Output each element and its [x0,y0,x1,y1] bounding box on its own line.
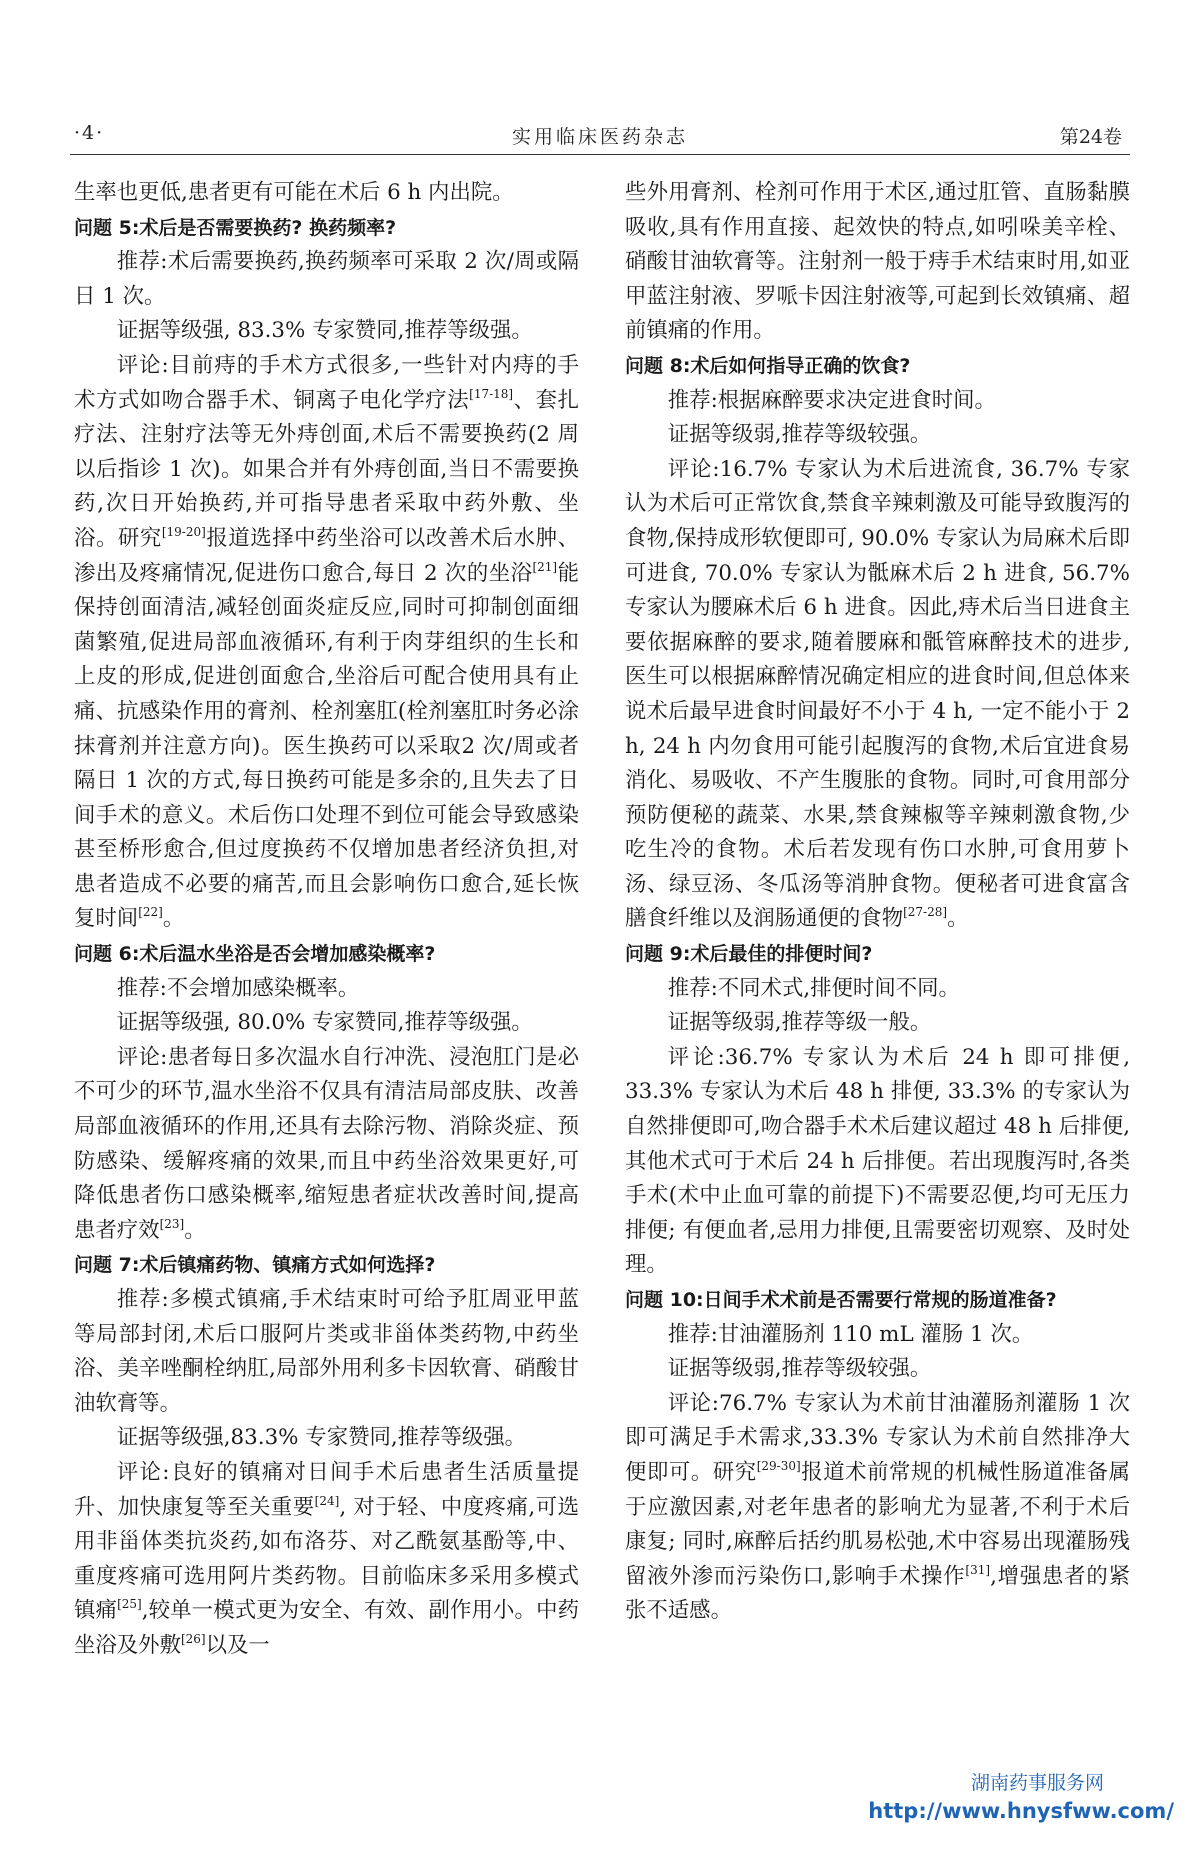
text-run: 报道选择中药坐浴可以改善术后水肿、渗出及疼痛情况,促进伤口愈合,每日 2 次的坐浴 [74,525,579,586]
question-heading: 问题 5:术后是否需要换药? 换药频率? [74,216,397,239]
body-paragraph [74,349,579,937]
citation-ref: [26] [180,1631,206,1646]
body-paragraph: 推荐:不会增加感染概率。 [116,975,360,1001]
text-run: 评论:16.7% 专家认为术后进流食, 36.7% 专家认为术后可正常饮食,禁食辛辣刺激及可能导致腹泻的食物,保持成形软便即可, 90.0% 专家认为局麻术后即可进食, 70.0% 专家认为骶麻术后 2 h 进食, 56.7% 专家认为腰麻术后 6 h 进食。因此,痔术后当日进食主要依据麻醉的要求,随着腰麻和骶管麻醉技术的进步,医生可以根据麻醉情况确定相应的进食时间,但总体来说术后最早进食时间最好不小于 4 h, 一定不能小于 2 h, 24 h 内勿食用可能引起腹泻的食物,术后宜进食易消化、易吸收、不产生腹胀的食物。同时,可食用部分预防便秘的蔬菜、水果,禁食辣椒等辛辣刺激食物,少吃生冷的食物。术后若发现有伤口水肿,可食用萝卜汤、绿豆汤、冬瓜汤等消肿食物。便秘者可进食富含膳食纤维以及润肠通便的食物 [625,456,1130,932]
text-run: 评论:目前痔的手术方式很多,一些针对内痔的手术方式如吻合器手术、铜离子电化学疗法 [74,352,579,413]
body-paragraph [625,453,1130,937]
citation-ref: [27-28] [903,905,948,920]
citation-ref: [24] [314,1493,340,1508]
question-heading: 问题 8:术后如何指导正确的饮食? [625,354,911,377]
citation-ref: [22] [138,905,163,920]
body-paragraph [625,1387,1130,1629]
site-watermark [820,1770,1180,1826]
body-paragraph: 生率也更低,患者更有可能在术后 6 h 内出院。 [74,180,514,205]
citation-ref: [29-30] [756,1458,801,1473]
body-paragraph: 证据等级弱,推荐等级较强。 [667,1356,932,1382]
body-paragraph: 推荐:根据麻醉要求决定进食时间。 [667,387,996,413]
body-paragraph: 推荐:术后需要换药,换药频率可采取 2 次/周或隔日 1 次。 [74,249,579,309]
text-run: , 对于轻、中度疼痛,可选用非甾体类抗炎药,如布洛芬、对乙酰氨基酚等,中、重度疼痛可选用阿片类药物。目前临床多采用多模式镇痛 [74,1494,579,1624]
citation-ref: [25] [117,1597,142,1612]
body-paragraph [74,1456,579,1664]
citation-ref: [23] [159,1216,185,1231]
text-run: 评论:76.7% 专家认为术前甘油灌肠剂灌肠 1 次即可满足手术需求,33.3% 专家认为术前自然排净大便即可。研究 [625,1390,1130,1485]
body-paragraph: 证据等级强, 80.0% 专家赞同,推荐等级强。 [116,1010,533,1036]
header-rule [70,154,1130,155]
citation-ref: [31] [965,1562,991,1577]
body-paragraph: 推荐:多模式镇痛,手术结束时可给予肛周亚甲蓝等局部封闭,术后口服阿片类或非甾体类药物,中药坐浴、美辛唑酮栓纳肛,局部外用利多卡因软膏、硝酸甘油软膏等。 [74,1287,579,1416]
page-header [70,118,1130,150]
text-run: 以及一 [205,1632,270,1658]
volume-label: 第24卷 [1059,126,1122,148]
text-run: 评论:患者每日多次温水自行冲洗、浸泡肛门是必不可少的环节,温水坐浴不仅具有清洁局部皮肤、改善局部血液循环的作用,还具有去除污物、消除炎症、预防感染、缓解疼痛的效果,而且中药坐浴效果更好,可降低患者伤口感染概率,缩短患者症状改善时间,提高患者疗效 [74,1044,579,1243]
left-column [74,176,579,1766]
body-paragraph: 推荐:不同术式,排便时间不同。 [667,975,960,1001]
citation-ref: [17-18] [469,386,514,401]
text-run: 、套扎疗法、注射疗法等无外痔创面,术后不需要换药(2 周以后指诊 1 次)。如果合并有外痔创面,当日不需要换药,次日开始换药,并可指导患者采取中药外敷、坐浴。研究 [74,387,579,551]
text-run: 评论:良好的镇痛对日间手术后患者生活质量提升、加快康复等至关重要 [74,1459,579,1520]
question-heading: 问题 6:术后温水坐浴是否会增加感染概率? [74,943,436,966]
body-paragraph: 证据等级弱,推荐等级较强。 [667,422,932,448]
body-paragraph: 证据等级弱,推荐等级一般。 [667,1010,932,1036]
text-run: 报道术前常规的机械性肠道准备属于应激因素,对老年患者的影响尤为显著,不利于术后康复; 同时,麻醉后括约肌易松弛,术中容易出现灌肠残留液外渗而污染伤口,影响手术操作 [625,1459,1130,1589]
body-paragraph: 推荐:甘油灌肠剂 110 mL 灌肠 1 次。 [667,1321,1034,1347]
body-paragraph [74,1041,579,1249]
body-paragraph: 证据等级强, 83.3% 专家赞同,推荐等级强。 [116,318,533,344]
question-heading: 问题 7:术后镇痛药物、镇痛方式如何选择? [74,1254,436,1277]
page-number: ·4· [74,122,105,144]
question-heading: 问题 10:日间手术术前是否需要行常规的肠道准备? [625,1289,1057,1311]
citation-ref: [21] [532,559,558,574]
text-run: 。 [184,1217,206,1243]
text-run: 。 [162,906,185,932]
body-paragraph: 证据等级强,83.3% 专家赞同,推荐等级强。 [116,1425,527,1451]
citation-ref: [19-20] [161,524,206,539]
watermark-site-name: 湖南药事服务网 [970,1772,1104,1794]
text-run: ,增强患者的紧张不适感。 [625,1563,1130,1624]
body-paragraph: 些外用膏剂、栓剂可作用于术区,通过肛管、直肠黏膜吸收,具有作用直接、起效快的特点,如吲哚美辛栓、硝酸甘油软膏等。注射剂一般于痔手术结束时用,如亚甲蓝注射液、罗哌卡因注射液等,可起到长效镇痛、超前镇痛的作用。 [625,180,1130,344]
text-run: 能保持创面清洁,减轻创面炎症反应,同时可抑制创面细菌繁殖,促进局部血液循环,有利于肉芽组织的生长和上皮的形成,促进创面愈合,坐浴后可配合使用具有止痛、抗感染作用的膏剂、栓剂塞肛(栓剂塞肛时务必涂抹膏剂并注意方向)。医生换药可以采取2 次/周或者隔日 1 次的方式,每日换药可能是多余的,且失去了日间手术的意义。术后伤口处理不到位可能会导致感染甚至桥形愈合,但过度换药不仅增加患者经济负担,对患者造成不必要的痛苦,而且会影响伤口愈合,延长恢复时间 [74,560,579,932]
journal-title: 实用临床医药杂志 [511,126,688,148]
watermark-url[interactable]: http://www.hnysfww.com/ [868,1799,1174,1823]
text-run: 。 [947,906,969,932]
question-heading: 问题 9:术后最佳的排便时间? [625,943,873,966]
text-run: ,较单一模式更为安全、有效、副作用小。中药坐浴及外敷 [74,1598,579,1658]
right-column [625,176,1130,1766]
body-paragraph: 评论:36.7% 专家认为术后 24 h 即可排便, 33.3% 专家认为术后 48 h 排便, 33.3% 的专家认为自然排便即可,吻合器手术术后建议超过 48 h 后排便,其他术式可于术后 24 h 后排便。若出现腹泻时,各类手术(术中止血可靠的前提下)不需要忍便,均可无压力排便; 有便血者,忌用力排便,且需要密切观察、及时处理。 [625,1044,1130,1278]
